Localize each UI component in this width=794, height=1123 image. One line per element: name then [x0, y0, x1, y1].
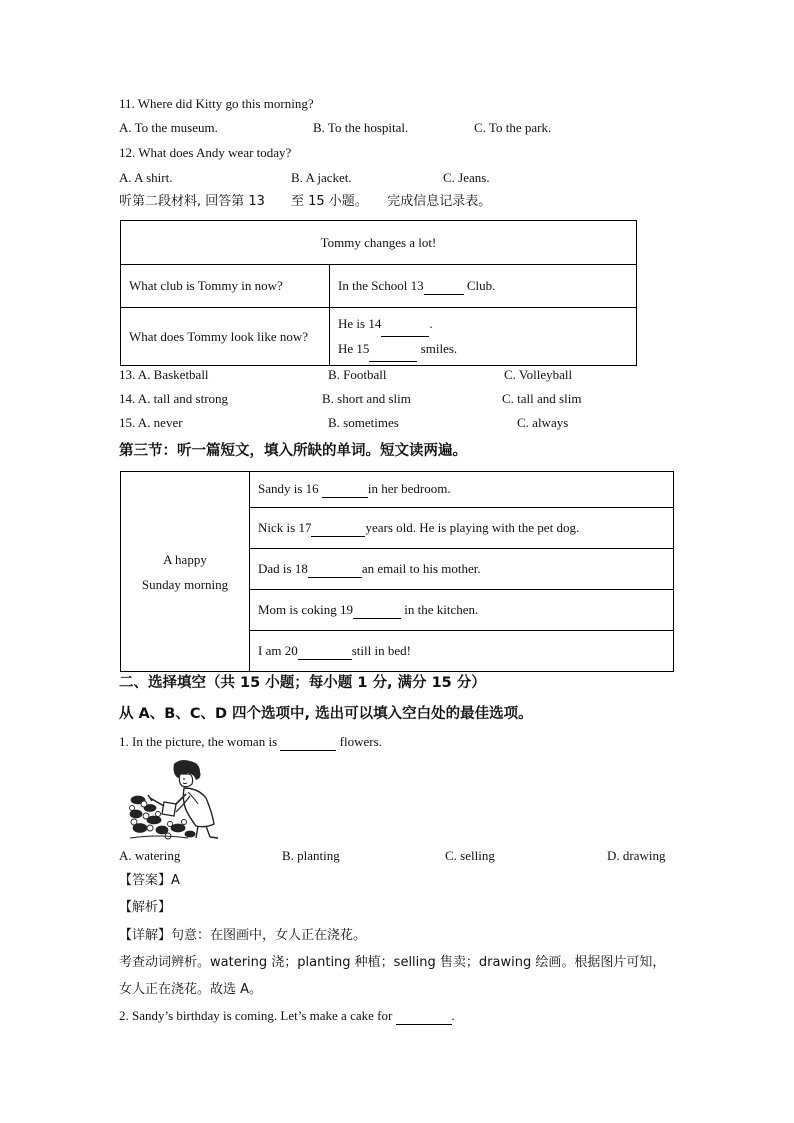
q14-option-a: 14. A. tall and strong: [119, 391, 229, 406]
blank-15-prefix: He 15: [338, 340, 370, 356]
p1-analysis-label: 【解析】: [119, 900, 172, 915]
row-16-suffix: in her bedroom.: [367, 481, 451, 496]
blank-15: [369, 337, 417, 362]
woman-watering-flowers-illustration: [128, 758, 232, 840]
tommy-look-answer: [330, 308, 637, 366]
blank-14-prefix: He is 14: [338, 315, 382, 331]
q15-option-b: B. sometimes: [328, 415, 399, 430]
row-17-prefix: Nick is 17: [258, 519, 312, 535]
sunday-row-17: [250, 508, 674, 549]
q11-stem: 11. Where did Kitty go this morning?: [119, 96, 314, 111]
q12-option-a: A. A shirt.: [119, 170, 173, 185]
part2-instruction: 从 A、B、C、D 四个选项中, 选出可以填入空白处的最佳选项。: [119, 706, 533, 722]
tommy-look-question: What does Tommy look like now?: [121, 308, 330, 366]
row-17-suffix: years old. He is playing with the pet dog.: [365, 519, 580, 535]
row-20-prefix: I am 20: [258, 642, 298, 658]
tommy-table-title: Tommy changes a lot!: [121, 221, 637, 265]
blank-14-line: [338, 312, 628, 337]
row-18-prefix: Dad is 18: [258, 560, 308, 576]
tommy-club-question: What club is Tommy in now?: [121, 265, 330, 308]
sunday-table-left-cell: [121, 472, 250, 672]
p1-option-d: D. drawing: [607, 848, 666, 863]
p1-detail: 【详解】句意：在图画中，女人正在浇花。: [119, 928, 367, 943]
p1-stem-prefix: 1. In the picture, the woman is: [119, 734, 281, 749]
p1-option-c: C. selling: [445, 848, 495, 863]
q11-option-b: B. To the hospital.: [313, 120, 409, 135]
sunday-morning-table: [120, 471, 674, 672]
row-19-prefix: Mom is coking 19: [258, 601, 353, 617]
blank-13-prefix: In the School 13: [338, 277, 424, 293]
tommy-club-answer: [330, 265, 637, 308]
section3-heading: 第三节：听一篇短文，填入所缺的单词。短文读两遍。: [119, 443, 467, 459]
sunday-row-20: [250, 631, 674, 672]
q13-option-c: C. Volleyball: [504, 367, 573, 382]
p1-option-a: A. watering: [119, 848, 181, 863]
p1-stem-suffix: flowers.: [336, 734, 382, 749]
q13-option-b: B. Football: [328, 367, 387, 382]
blank-15-line: [338, 337, 628, 362]
p1-option-b: B. planting: [282, 848, 340, 863]
q13-option-a: 13. A. Basketball: [119, 367, 209, 382]
p1-stem: [119, 734, 382, 751]
q14-option-b: B. short and slim: [322, 391, 411, 406]
sunday-title-line2: Sunday morning: [141, 576, 229, 592]
sunday-row-16: [250, 472, 674, 508]
blank-14-suffix: .: [429, 315, 433, 331]
q12-option-b: B. A jacket.: [291, 170, 352, 185]
q14-option-c: C. tall and slim: [502, 391, 582, 406]
blank-15-suffix: smiles.: [417, 340, 458, 356]
blank-13-suffix: Club.: [463, 277, 496, 293]
q11-option-a: A. To the museum.: [119, 120, 218, 135]
row-19-suffix: in the kitchen.: [400, 601, 479, 617]
blank-14: [381, 312, 429, 337]
p2-stem-suffix: .: [451, 1008, 455, 1023]
row-16-prefix: Sandy is 16: [258, 481, 322, 496]
p1-explanation-line1: 考查动词辨析。watering 浇；planting 种植；selling 售卖；drawing 绘画。根据图片可知，: [119, 955, 666, 970]
q12-stem: 12. What does Andy wear today?: [119, 145, 292, 160]
q15-option-a: 15. A. never: [119, 415, 183, 430]
sunday-row-18: [250, 549, 674, 590]
p2-blank: [396, 1008, 452, 1025]
p1-answer: 【答案】A: [119, 873, 180, 888]
blank-19: [353, 602, 401, 619]
sunday-row-19: [250, 590, 674, 631]
blank-16: [322, 481, 368, 498]
part2-heading: 二、选择填空（共 15 小题；每小题 1 分, 满分 15 分）: [119, 675, 486, 691]
blank-13: [424, 278, 464, 295]
row-20-suffix: still in bed!: [351, 642, 411, 658]
p1-explanation-line2: 女人正在浇花。故选 A。: [119, 982, 263, 997]
p2-stem-prefix: 2. Sandy’s birthday is coming. Let’s make a cake for: [119, 1008, 396, 1023]
p1-blank: [280, 734, 336, 751]
q12-option-c: C. Jeans.: [443, 170, 490, 185]
sunday-title-line1: A happy: [163, 551, 207, 567]
p2-stem: [119, 1008, 455, 1025]
blank-18: [308, 561, 362, 578]
row-18-suffix: an email to his mother.: [361, 560, 481, 576]
blank-20: [298, 643, 352, 660]
section2-instruction: 听第二段材料, 回答第 13 至 15 小题。 完成信息记录表。: [119, 194, 492, 209]
q15-option-c: C. always: [517, 415, 569, 430]
blank-17: [311, 520, 365, 537]
tommy-info-table: [120, 220, 637, 366]
q11-option-c: C. To the park.: [474, 120, 552, 135]
